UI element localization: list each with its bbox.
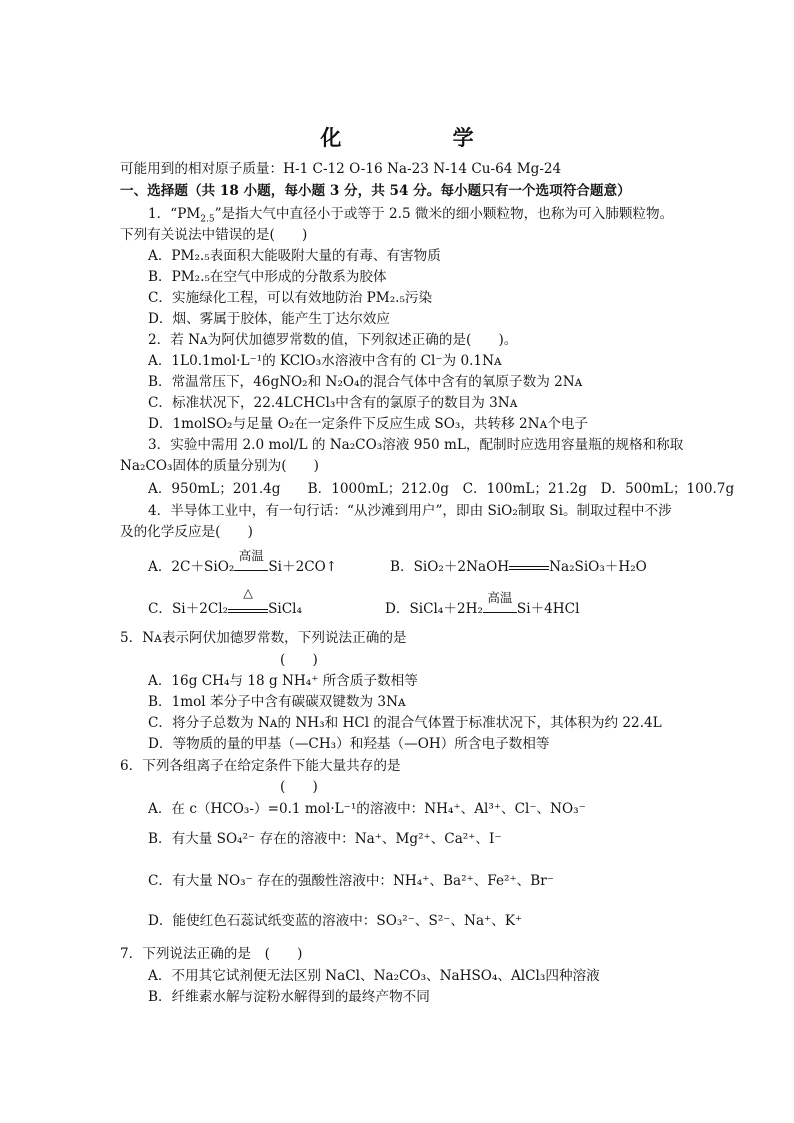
q5-option-d: D．等物质的量的甲基（—CH₃）和羟基（—OH）所含电子数相等	[148, 736, 550, 752]
reaction-condition: 高温	[487, 590, 513, 605]
equation-right: Si＋2CO↑	[268, 559, 338, 575]
reaction-condition: △	[243, 585, 253, 600]
section-heading: 一、选择题（共 18 小题，每小题 3 分，共 54 分。每小题只有一个选项符合题意）	[120, 183, 631, 199]
q7-stem: 7．下列说法正确的是 ( )	[120, 946, 303, 962]
q1-option-c: C．实施绿化工程，可以有效地防治 PM₂.₅污染	[148, 290, 433, 306]
atomic-mass-line: 可能用到的相对原子质量：H-1 C-12 O-16 Na-23 N-14 Cu-64 Mg-24	[120, 161, 562, 177]
q6-stem: 6．下列各组离子在给定条件下能大量共存的是	[120, 758, 401, 774]
q4-stem-line2: 及的化学反应是( )	[120, 524, 253, 540]
q4-option-d	[385, 590, 580, 617]
reaction-arrow	[228, 585, 268, 613]
q7-option-a: A．不用其它试剂便无法区别 NaCl、Na₂CO₃、NaHSO₄、AlCl₃四种溶液	[148, 968, 600, 984]
equation-right: SiCl₄	[268, 601, 302, 617]
q6-option-c: C．有大量 NO₃⁻ 存在的强酸性溶液中：NH₄⁺、Ba²⁺、Fe²⁺、Br⁻	[148, 873, 554, 889]
equation-right: Na₂SiO₃＋H₂O	[549, 559, 647, 575]
q3-stem-line2: Na₂CO₃固体的质量分别为( )	[120, 458, 319, 474]
equation-right: Si＋4HCl	[516, 601, 580, 617]
q6-answer-paren: ( )	[280, 779, 318, 795]
q3-stem-line1: 3．实验中需用 2.0 mol/L 的 Na₂CO₃溶液 950 mL，配制时应选用容量瓶的规格和称取	[148, 437, 684, 453]
equation-left: D．SiCl₄＋2H₂	[385, 601, 483, 617]
q1-option-d: D．烟、雾属于胶体，能产生丁达尔效应	[148, 311, 390, 327]
q4-option-a	[148, 548, 338, 575]
q4-stem-line1: 4．半导体工业中，有一句行话：“从沙滩到用户”，即由 SiO₂制取 Si。制取过程中不涉	[148, 503, 672, 519]
q1-option-b: B．PM₂.₅在空气中形成的分散系为胶体	[148, 269, 387, 285]
page-title: 化 学	[320, 125, 526, 150]
reaction-condition: 高温	[238, 548, 264, 563]
equation-left: A．2C＋SiO₂	[148, 559, 235, 575]
q2-option-d: D．1molSO₂与足量 O₂在一定条件下反应生成 SO₃，共转移 2Nᴀ个电子	[148, 416, 589, 432]
q2-option-b: B．常温常压下，46gNO₂和 N₂O₄的混合气体中含有的氧原子数为 2Nᴀ	[148, 374, 583, 390]
equation-left: C．Si＋2Cl₂	[148, 601, 229, 617]
q1-stem-sub: 2.5	[200, 214, 215, 225]
equals-sign	[509, 566, 549, 570]
q1-stem-part: ”是指大气中直径小于或等于 2.5 微米的细小颗粒物，也称为可入肺颗粒物。	[214, 206, 674, 222]
q2-stem: 2．若 Nᴀ为阿伏加德罗常数的值，下列叙述正确的是( )。	[148, 332, 518, 348]
q6-option-d: D．能使红色石蕊试纸变蓝的溶液中：SO₃²⁻、S²⁻、Na⁺、K⁺	[148, 913, 523, 929]
q5-answer-paren: ( )	[280, 652, 318, 668]
reaction-arrow	[483, 590, 517, 613]
q5-option-c: C．将分子总数为 Nᴀ的 NH₃和 HCl 的混合气体置于标准状况下，其体积为约 22.4L	[148, 715, 662, 731]
q6-option-a: A．在 c（HCO₃-）=0.1 mol·L⁻¹的溶液中：NH₄⁺、Al³⁺、Cl⁻、NO₃⁻	[148, 801, 586, 817]
equation-left: B．SiO₂＋2NaOH	[390, 559, 510, 575]
q7-option-b: B．纤维素水解与淀粉水解得到的最终产物不同	[148, 989, 430, 1005]
q4-option-b	[390, 555, 647, 575]
q1-option-a: A．PM₂.₅表面积大能吸附大量的有毒、有害物质	[148, 248, 441, 264]
q1-stem-part: 1．“PM	[148, 206, 201, 222]
q2-option-a: A．1L0.1mol·L⁻¹的 KClO₃水溶液中含有的 Cl⁻为 0.1Nᴀ	[148, 353, 502, 369]
q5-stem: 5．Nᴀ表示阿伏加德罗常数，下列说法正确的是	[120, 630, 407, 646]
q3-options: A．950mL；201.4g B．1000mL；212.0g C．100mL；21.2g D．500mL；100.7g	[148, 481, 735, 497]
q5-option-b: B．1mol 苯分子中含有碳碳双键数为 3Nᴀ	[148, 694, 406, 710]
reaction-arrow	[234, 548, 268, 571]
q1-stem-line2: 下列有关说法中错误的是( )	[120, 227, 308, 243]
q5-option-a: A．16g CH₄与 18 g NH₄⁺ 所含质子数相等	[148, 673, 418, 689]
q2-option-c: C．标准状况下，22.4LCHCl₃中含有的氯原子的数目为 3Nᴀ	[148, 395, 518, 411]
q6-option-b: B．有大量 SO₄²⁻ 存在的溶液中：Na⁺、Mg²⁺、Ca²⁺、I⁻	[148, 831, 502, 847]
q4-option-c	[148, 585, 302, 617]
